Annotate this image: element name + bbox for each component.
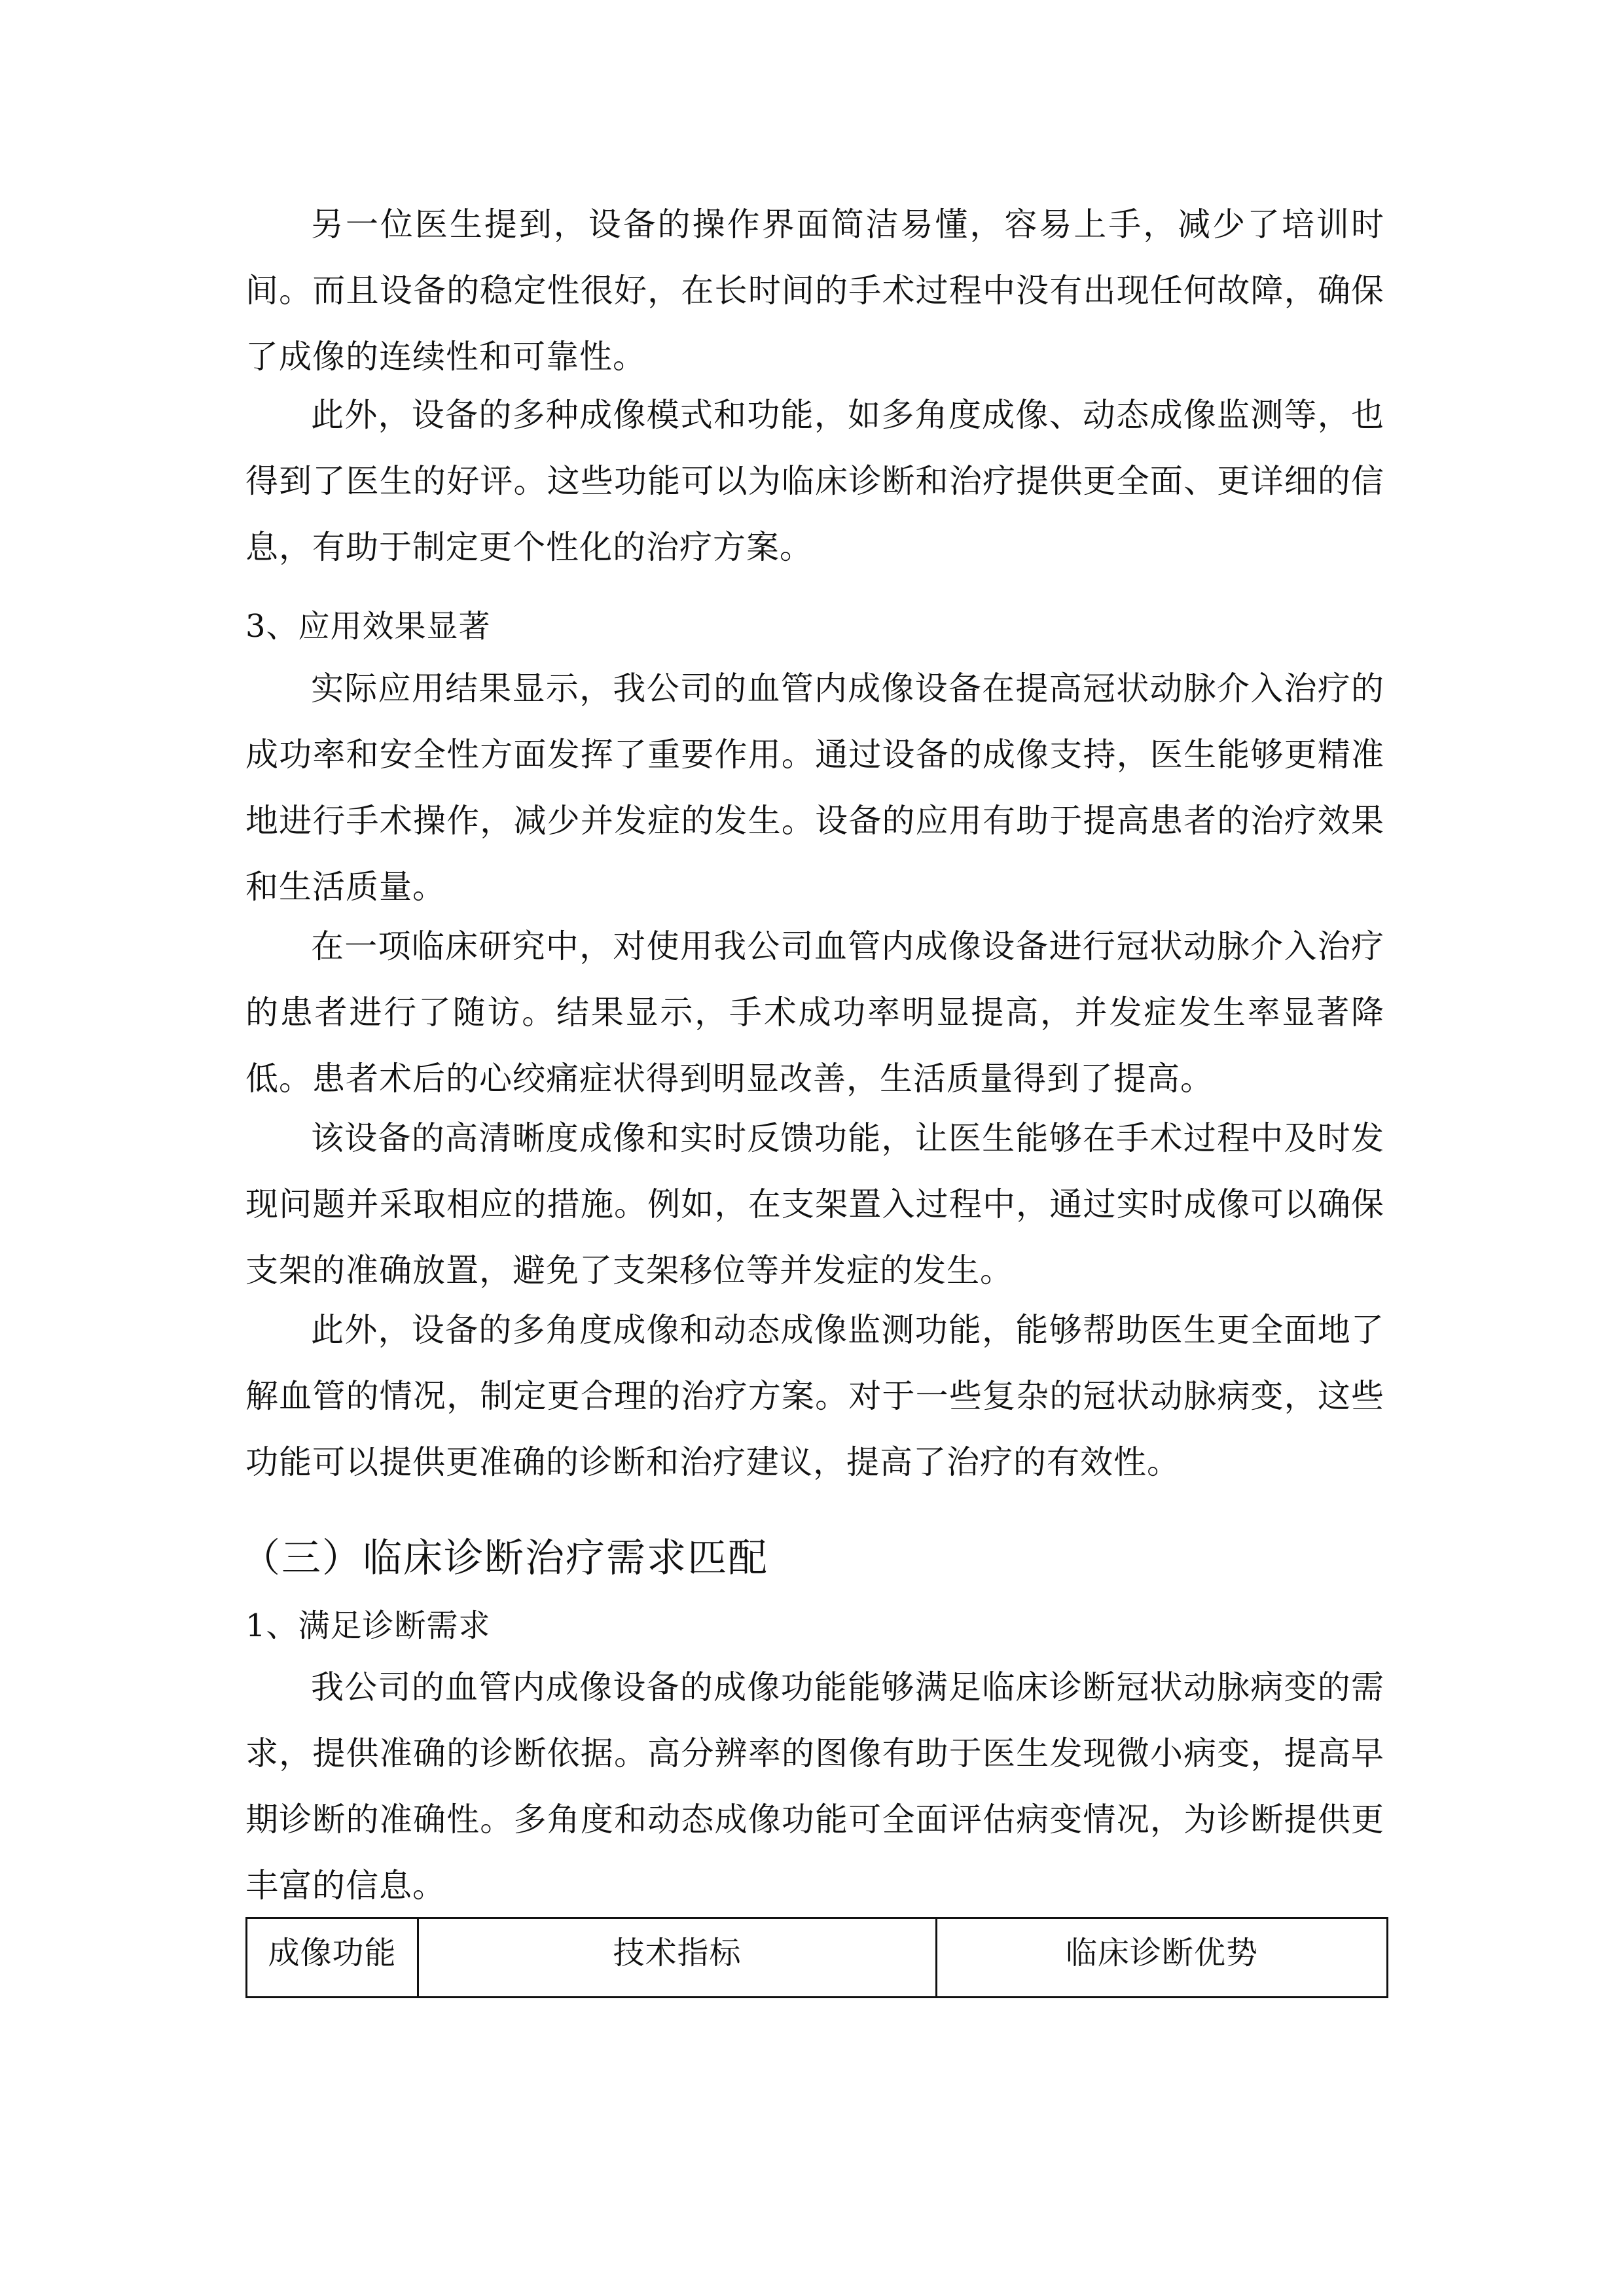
section-heading-clinical-needs: （三）临床诊断治疗需求匹配 (241, 1535, 768, 1581)
table-header-clinical-advantage: 临床诊断优势 (937, 1918, 1388, 1998)
paragraph-multi-angle: 此外，设备的多角度成像和动态成像监测功能，能够帮助医生更全面地了解血管的情况，制定更合理的治疗方案。对于一些复杂的冠状动脉病变，这些功能可以提供更准确的诊断和治疗建议，提高了治疗的有效性。 (245, 1311, 1384, 1481)
table-header-imaging-function: 成像功能 (247, 1918, 418, 1998)
paragraph-imaging-modes: 此外，设备的多种成像模式和功能，如多角度成像、动态成像监测等，也得到了医生的好评。这些功能可以为临床诊断和治疗提供更全面、更详细的信息，有助于制定更个性化的治疗方案。 (245, 396, 1384, 566)
heading-application-effect: 3、应用效果显著 (245, 608, 491, 645)
paragraph-diagnosis-capability: 我公司的血管内成像设备的成像功能能够满足临床诊断冠状动脉病变的需求，提供准确的诊断依据。高分辨率的图像有助于医生发现微小病变，提高早期诊断的准确性。多角度和动态成像功能可全面评估病变情况，为诊断提供更丰富的信息。 (245, 1668, 1384, 1905)
table-header-row (247, 1918, 1388, 1998)
paragraph-application-results: 实际应用结果显示，我公司的血管内成像设备在提高冠状动脉介入治疗的成功率和安全性方面发挥了重要作用。通过设备的成像支持，医生能够更精准地进行手术操作，减少并发症的发生。设备的应用有助于提高患者的治疗效果和生活质量。 (245, 670, 1384, 906)
imaging-function-table (245, 1917, 1388, 1998)
paragraph-clinical-study: 在一项临床研究中，对使用我公司血管内成像设备进行冠状动脉介入治疗的患者进行了随访。结果显示，手术成功率明显提高，并发症发生率显著降低。患者术后的心绞痛症状得到明显改善，生活质量得到了提高。 (245, 927, 1384, 1098)
table-header-technical-index: 技术指标 (418, 1918, 937, 1998)
heading-diagnosis-needs: 1、满足诊断需求 (245, 1607, 491, 1644)
paragraph-hd-imaging: 该设备的高清晰度成像和实时反馈功能，让医生能够在手术过程中及时发现问题并采取相应的措施。例如，在支架置入过程中，通过实时成像可以确保支架的准确放置，避免了支架移位等并发症的发生。 (245, 1119, 1384, 1289)
paragraph-operation-interface: 另一位医生提到，设备的操作界面简洁易懂，容易上手，减少了培训时间。而且设备的稳定性很好，在长时间的手术过程中没有出现任何故障，确保了成像的连续性和可靠性。 (245, 206, 1384, 376)
